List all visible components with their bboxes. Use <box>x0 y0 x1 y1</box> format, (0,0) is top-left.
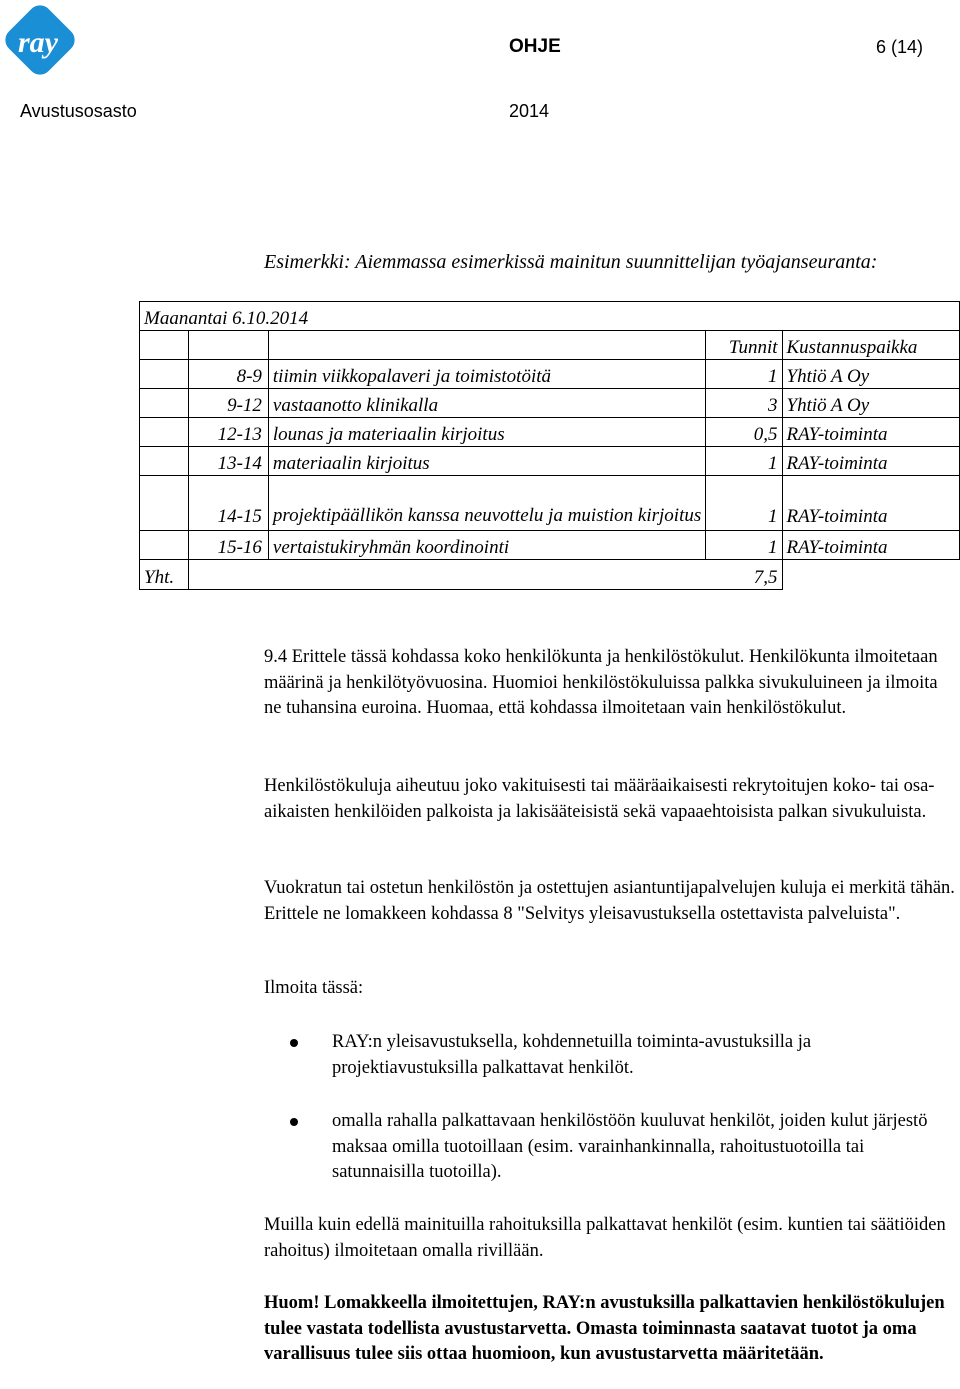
table-row <box>140 418 960 447</box>
logo-text: ray <box>18 26 58 59</box>
row-description: materiaalin kirjoitus <box>268 447 705 476</box>
row-description: vertaistukiryhmän koordinointi <box>268 531 705 560</box>
ray-logo <box>2 2 78 78</box>
row-time: 12-13 <box>189 418 268 447</box>
row-description: projektipäällikön kanssa neuvottelu ja muistion kirjoitus <box>268 476 705 531</box>
row-time: 13-14 <box>189 447 268 476</box>
row-cost-center: RAY-toiminta <box>782 418 960 447</box>
row-cost-center: RAY-toiminta <box>782 476 960 531</box>
hours-header: Tunnit <box>706 331 782 360</box>
paragraph-costs: Henkilöstökuluja aiheutuu joko vakituisesti tai määräaikaisesti rekrytoitujen koko- tai osa-aikaisten henkilöiden palkoista ja lakisääteisistä sekä vapaaehtoisista palkan sivukuluista. <box>264 776 935 822</box>
paragraph-rented-staff: Vuokratun tai ostetun henkilöstön ja ostettujen asiantuntijapalvelujen kuluja ei merkitä tähän. Erittele ne lomakkeen kohdassa 8 "Selvitys yleisavustuksella ostettavista palveluista". <box>264 878 955 924</box>
list-item <box>290 1109 956 1186</box>
example-heading: Esimerkki: Aiemmassa esimerkissä mainitun suunnittelijan työajanseuranta: <box>264 251 878 273</box>
row-hours: 1 <box>706 447 782 476</box>
list-item <box>290 1030 956 1081</box>
row-hours: 3 <box>706 389 782 418</box>
row-cost-center: Yhtiö A Oy <box>782 389 960 418</box>
document-type: OHJE <box>509 36 561 57</box>
date-label: Maanantai 6.10.2014 <box>140 302 960 331</box>
row-time: 9-12 <box>189 389 268 418</box>
row-hours: 0,5 <box>706 418 782 447</box>
year: 2014 <box>509 101 550 121</box>
bullet-icon <box>290 1039 298 1047</box>
row-cost-center: Yhtiö A Oy <box>782 360 960 389</box>
table-row <box>140 360 960 389</box>
row-hours: 1 <box>706 476 782 531</box>
row-time: 14-15 <box>189 476 268 531</box>
table-row <box>140 476 960 531</box>
total-hours: 7,5 <box>189 560 782 590</box>
paragraph-9-4: 9.4 Erittele tässä kohdassa koko henkilökunta ja henkilöstökulut. Henkilökunta ilmoitetaan määrinä ja henkilötyövuosina. Huomioi henkilöstökuluissa palkka sivukuluineen ja ilmoita ne tuhansina euroina. Huomaa, että kohdassa ilmoitetaan vain henkilöstökulut. <box>264 647 938 719</box>
paragraph-report-here: Ilmoita tässä: <box>264 978 364 998</box>
page-number: 6 (14) <box>876 37 924 57</box>
table-date-row <box>140 302 960 331</box>
paragraph-other-funding: Muilla kuin edellä mainituilla rahoituksilla palkattavat henkilöt (esim. kuntien tai säätiöiden rahoitus) ilmoitetaan omalla rivillään. <box>264 1215 946 1261</box>
worktime-table <box>139 301 960 590</box>
row-time: 8-9 <box>189 360 268 389</box>
table-header-row <box>140 331 960 360</box>
table-row <box>140 389 960 418</box>
department: Avustusosasto <box>20 101 137 121</box>
row-hours: 1 <box>706 360 782 389</box>
row-cost-center: RAY-toiminta <box>782 447 960 476</box>
bullet-text: omalla rahalla palkattavaan henkilöstöön kuuluvat henkilöt, joiden kulut järjestö maksaa omilla tuotoillaan (esim. varainhankinnalla, rahoitustuotoilla tai satunnaisilla tuotoilla). <box>332 1111 928 1183</box>
table-total-row <box>140 560 960 590</box>
row-description: lounas ja materiaalin kirjoitus <box>268 418 705 447</box>
row-description: tiimin viikkopalaveri ja toimistotöitä <box>268 360 705 389</box>
paragraph-note: Huom! Lomakkeella ilmoitettujen, RAY:n avustuksilla palkattavien henkilöstökulujen tulee vastata todellista avustustarvetta. Omasta toiminnasta saatavat tuotot ja oma varallisuus tulee siis ottaa huomioon, kun avustustarvetta määritetään. <box>264 1293 945 1365</box>
row-cost-center: RAY-toiminta <box>782 531 960 560</box>
row-time: 15-16 <box>189 531 268 560</box>
row-hours: 1 <box>706 531 782 560</box>
cost-center-header: Kustannuspaikka <box>782 331 960 360</box>
table-row <box>140 447 960 476</box>
row-description: vastaanotto klinikalla <box>268 389 705 418</box>
table-row <box>140 531 960 560</box>
bullet-icon <box>290 1118 298 1126</box>
bullet-text: RAY:n yleisavustuksella, kohdennetuilla toiminta-avustuksilla ja projektiavustuksilla palkattavat henkilöt. <box>332 1032 812 1078</box>
bullet-list <box>290 1030 956 1186</box>
total-label: Yht. <box>140 560 189 590</box>
